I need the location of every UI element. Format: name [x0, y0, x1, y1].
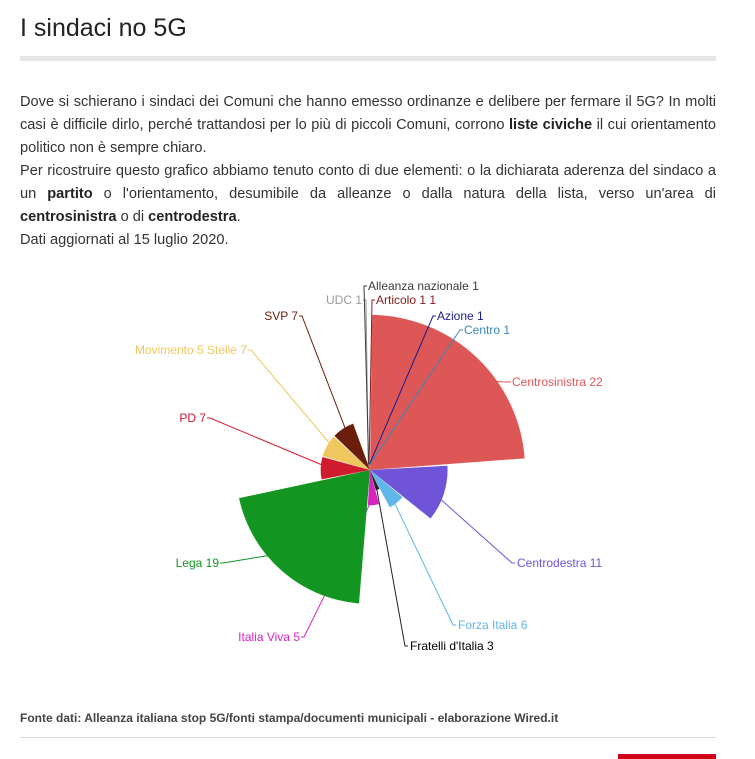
data-label-centrosinistra: Centrosinistra 22 — [512, 375, 603, 389]
data-label-italia-viva: Italia Viva 5 — [238, 630, 300, 644]
intro-p2-g: . — [236, 209, 241, 225]
data-label-udc: UDC 1 — [325, 293, 362, 307]
leader-line-pd — [207, 418, 331, 469]
leader-line-forza-italia — [391, 496, 456, 625]
red-accent-bar — [618, 754, 716, 759]
intro-text — [20, 91, 716, 252]
leader-line-svp — [299, 316, 349, 437]
intro-p2-c: o l'orientamento, desumibile da alleanze o dalla natura della lista, verso un'area di — [92, 186, 716, 202]
intro-paragraph-1 — [20, 91, 716, 160]
data-label-movimento-5-stelle: Movimento 5 Stelle 7 — [134, 343, 247, 357]
data-label-forza-italia: Forza Italia 6 — [458, 618, 528, 632]
leader-line-fratelli-d-italia — [376, 486, 408, 646]
footer-divider — [20, 737, 716, 738]
intro-p2-a: Per ricostruire questo grafico abbiamo tenuto conto di due elementi: o la dichiarata aderenza del sindaco a un — [20, 163, 716, 202]
intro-p1-c: il cui orientamento politico non è sempre chiaro. — [20, 117, 716, 156]
intro-p1-bold: liste civiche — [508, 117, 593, 133]
pie-slice-lega — [239, 470, 370, 604]
data-label-centro: Centro 1 — [464, 323, 511, 337]
intro-p2-bold-centrosinistra: centrosinistra — [20, 209, 117, 225]
data-label-azione: Azione 1 — [437, 309, 484, 323]
pie-slice-centrosinistra — [370, 315, 525, 470]
pie-slice-centrodestra — [370, 466, 448, 519]
data-label-pd: PD 7 — [179, 411, 206, 425]
leader-line-movimento-5-stelle — [248, 350, 336, 451]
pie-chart — [0, 270, 755, 670]
title-divider — [20, 56, 716, 61]
data-label-svp: SVP 7 — [264, 309, 298, 323]
data-label-centrodestra: Centrodestra 11 — [517, 556, 603, 570]
data-label-alleanza-nazionale: Alleanza nazionale 1 — [368, 279, 479, 293]
intro-p2-bold-centrodestra: centrodestra — [148, 209, 237, 225]
intro-p2-bold-partito: partito — [47, 186, 93, 202]
intro-paragraph-3: Dati aggiornati al 15 luglio 2020. — [20, 232, 229, 248]
leader-line-centrodestra — [429, 489, 515, 563]
source-note: Fonte dati: Alleanza italiana stop 5G/fonti stampa/documenti municipali - elaborazione Wired.it — [20, 711, 559, 725]
intro-p1-a: Dove si schierano i sindaci dei Comuni che hanno emesso ordinanze e delibere per fermare il 5G? In molti casi è difficile dirlo, perché trattandosi per lo più di piccoli Comuni, corrono — [20, 94, 716, 133]
data-label-fratelli-d-italia: Fratelli d'Italia 3 — [410, 639, 494, 653]
data-label-articolo-1: Articolo 1 1 — [376, 293, 437, 307]
page-title: I sindaci no 5G — [20, 14, 187, 42]
data-label-lega: Lega 19 — [175, 556, 219, 570]
intro-p2-e: o di — [116, 209, 149, 225]
leader-line-udc — [363, 300, 368, 465]
intro-paragraph-2 — [20, 160, 716, 229]
